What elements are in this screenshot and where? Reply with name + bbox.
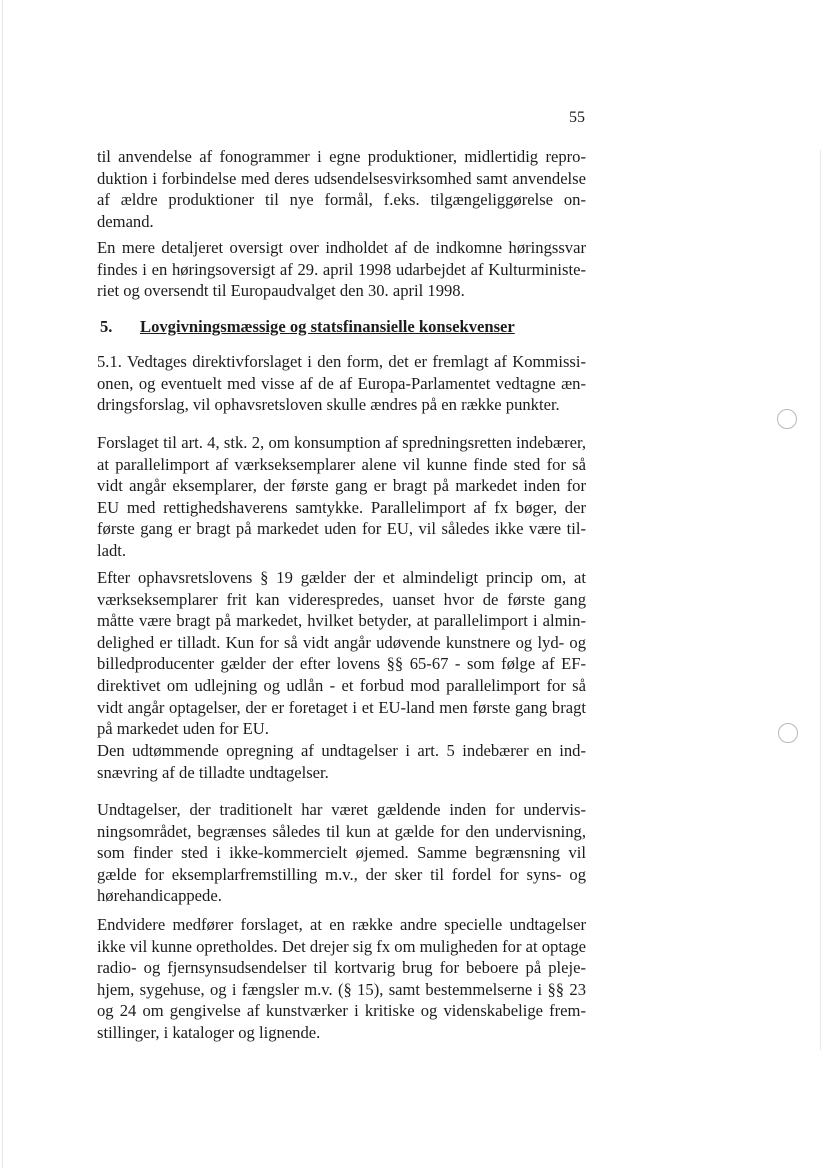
- paragraph-5-1: [97, 351, 586, 416]
- section-heading: [100, 316, 600, 338]
- paragraph-art-4: [97, 432, 586, 562]
- paragraph-hoeringsoversigt: [97, 237, 586, 302]
- punch-hole-mark: [777, 409, 797, 429]
- scan-edge-left: [2, 0, 3, 1168]
- paragraph: 5.1. Vedtages direktivforslaget i den form, det er fremlagt af Kommissionen, og eventuelt med visse af de af Europa-Parlamentet vedtagne ændringsforslag, vil ophavsretsloven skulle ændres på en række punkter.: [97, 352, 586, 415]
- paragraph-art-5: [97, 740, 586, 783]
- section-number: 5.: [100, 317, 113, 336]
- paragraph: En mere detaljeret oversigt over indholdet af de indkomne høringssvar findes i en høringsoversigt af 29. april 1998 udarbejdet af Kulturministeriet og oversendt til Europaudvalget den 30. april 1998.: [97, 238, 586, 301]
- section-title: Lovgivningsmæssige og statsfinansielle konsekvenser: [140, 317, 515, 336]
- punch-hole-mark: [778, 723, 798, 743]
- scan-edge-right: [820, 150, 821, 1050]
- paragraph: Endvidere medfører forslaget, at en række andre specielle undtagelser ikke vil kunne opretholdes. Det drejer sig fx om muligheden for at optage radio- og fjernsynsudsendelser til kortvarig brug for beboere på plejehjem, sygehuse, og i fængsler m.v. (§ 15), samt bestemmelserne i §§ 23 og 24 om gengivelse af kunstværker i kritiske og videnskabelige fremstillinger, i kataloger og lignende.: [97, 915, 586, 1042]
- paragraph: til anvendelse af fonogrammer i egne produktioner, midlertidig reproduktion i forbindelse med deres udsendelsesvirksomhed samt anvendelse af ældre produktioner til nye formål, f.eks. tilgængeliggørelse on-demand.: [97, 147, 586, 231]
- paragraph: Undtagelser, der traditionelt har været gældende inden for undervisningsområdet, begrænses således til kun at gælde for den undervisning, som finder sted i ikke-kommercielt øjemed. Samme begrænsning vil gælde for eksemplarfremstilling m.v., der sker til fordel for syns- og hørehandicappede.: [97, 800, 586, 906]
- paragraph: Den udtømmende opregning af undtagelser i art. 5 indebærer en indsnævring af de tilladte undtagelser.: [97, 741, 586, 782]
- paragraph-fonogrammer: [97, 146, 586, 232]
- paragraph-specielle-undtagelser: [97, 914, 586, 1044]
- paragraph: Efter ophavsretslovens § 19 gælder der et almindeligt princip om, at værkseksemplarer frit kan viderespredes, uanset hvor de første gang måtte være bragt på markedet, hvilket betyder, at parallelimport i almindelighed er tilladt. Kun for så vidt angår udøvende kunstnere og lyd- og billedproducenter gælder der efter lovens §§ 65-67 - som følge af EF-direktivet om udlejning og udlån - et forbud mod parallelimport for så vidt angår optagelser, der er foretaget i et EU-land men første gang bragt på markedet uden for EU.: [97, 568, 586, 739]
- page-number: 55: [569, 109, 585, 126]
- paragraph-paragraph-19: [97, 567, 586, 740]
- paragraph: Forslaget til art. 4, stk. 2, om konsumption af spredningsretten indebærer, at parallelimport af værkseksemplarer alene vil kunne finde sted for så vidt angår eksemplarer, der første gang er bragt på markedet inden for EU med rettighedshaverens samtykke. Parallelimport af fx bøger, der første gang er bragt på markedet uden for EU, vil således ikke være tilladt.: [97, 433, 586, 560]
- paragraph-undervisning: [97, 799, 586, 907]
